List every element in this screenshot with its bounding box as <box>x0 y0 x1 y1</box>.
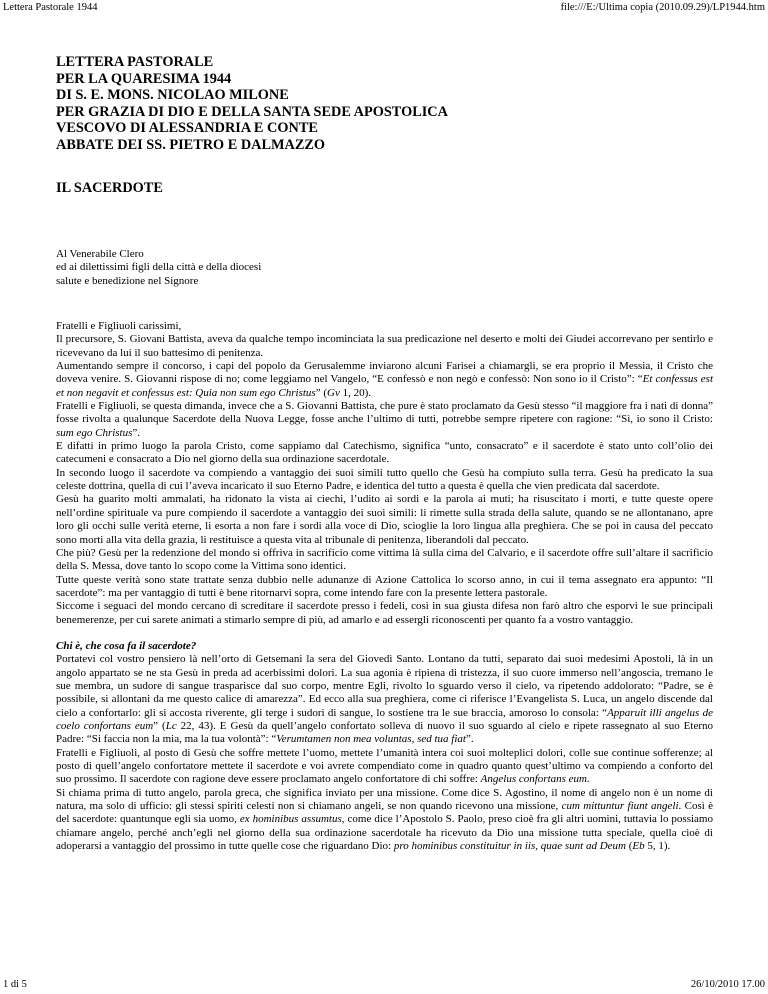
paragraph: Aumentando sempre il concorso, i capi del popolo da Gerusalemme inviarono alcuni Farisei a chiamargli, se era proprio il Messia, il Cristo che doveva venire. S. Giovanni rispose di no; come leggiamo nel Vangelo, “E confessò e non negò e confessò: Non sono io il Cristo”: “Et confessus est et non negavit et confessus est: Quia non sum ego Christus” (Gv 1, 20). <box>56 360 713 399</box>
title-line: LETTERA PASTORALE <box>56 54 214 70</box>
title-line: PER LA QUARESIMA 1944 <box>56 70 232 87</box>
latin-quote: pro hominibus constituitur in iis, quae sunt ad Deum <box>393 840 626 853</box>
latin-quote: Apparuit illi angelus de coelo confortans eum <box>56 706 713 732</box>
address-block <box>56 248 261 288</box>
paragraph: Che più? Gesù per la redenzione del mondo si offrìva in sacrificio come vittima là sulla cima del Calvario, e il sacerdote offre sull’altare il sacrificio della S. Messa, dove tanto lo scopo come la Vittima sono identici. <box>56 546 713 573</box>
address-line: ed ai dilettissimi figli della città e della diocesi <box>56 261 262 274</box>
address-line: salute e benedizione nel Signore <box>56 274 199 287</box>
print-timestamp: 26/10/2010 17.00 <box>690 979 765 990</box>
latin-quote: Verumtamen non mea voluntas, sed tua fiat <box>276 733 466 746</box>
paragraph: Il precursore, S. Giovani Battista, aveva da qualche tempo incominciata la sua predicazione nel deserto e molti dei Giudei accorrevano per sentirlo e ricevevano da lui il suo battesimo di penitenza. <box>56 333 713 359</box>
page-number: 1 di 5 <box>3 979 27 990</box>
paragraph: Fratelli e Figliuoli, al posto di Gesù che soffre mettete l’uomo, mettete l’umanità intera coi suoi molteplici dolori, colle sue continue sofferenze; al posto di quell’angelo confortatore mettete il sacerdote e voi avrete compendiato come in quadro quanto quest’ultimo va compiendo a conforto del suo prossimo. Il sacerdote con ragione deve essere proclamato angelo confortatore di chi soffre: Angelus confortans eum. <box>56 746 713 786</box>
section-heading: Chi è, che cosa fa il sacerdote? <box>56 639 197 652</box>
paragraph: Gesù ha guarito molti ammalati, ha ridonato la vista ai ciechi, l’udito ai sordi e la parola ai muti; ha risuscitato i morti, e tutte queste opere nell’ordine spirituale va pure compiendo il sacerdote a vantaggio dei suoi simili: li rimette sulla strada della salute, quando se ne allontanano, apre loro gli occhi sulle verità eterne, li esorta a non fare i sordi alla voce di Dio, scioglie la loro lingua alla preghiera. Che se poi in causa del peccato sono morti alla vita della grazia, li restituisce a questa vita al tribunale di penitenza, liberandoli dal peccato. <box>56 493 713 546</box>
latin-quote: sum ego Christus <box>56 426 133 439</box>
print-header-title: Lettera Pastorale 1944 <box>3 2 98 13</box>
title-line: DI S. E. MONS. NICOLAO MILONE <box>56 87 289 103</box>
title-line: PER GRAZIA DI DIO E DELLA SANTA SEDE APOSTOLICA <box>56 103 448 120</box>
bible-ref: Eb <box>632 840 645 853</box>
letter-title <box>56 54 448 153</box>
paragraph: Tutte queste verità sono state trattate senza dubbio nelle adunanze di Azione Cattolica lo scorso anno, in cui il tema assegnato era appunto: “Il sacerdote”: ma per vantaggio di tutti è bene ritornarvi sopra, come intendo fare con la presente lettera pastorale. <box>56 573 713 599</box>
paragraph: Si chiama prima di tutto angelo, parola greca, che significa inviato per una missione. Come dice S. Agostino, il nome di angelo non è un nome di natura, ma solo di ufficio: gli stessi spiriti celesti non si chiamano angeli, se non quando ricevono una missione, cum mittuntur fiunt angeli. Così è del sacerdote: quantunque egli sia uomo, ex hominibus assumtus, come dice l’Apostolo S. Paolo, preso cioè fra gli altri uomini, tuttavia lo possiamo chiamare angelo, perché anch’egli nel giorno della sua ordinazione sacerdotale ha ricevuto da Dio una missione tutta speciale, quella cioè di adoperarsi a vantaggio del prossimo in tutte quelle cose che riguardano Dio: pro hominibus constituitur in iis, quae sunt ad Deum (Eb 5, 1). <box>56 786 713 853</box>
title-line: ABBATE DEI SS. PIETRO E DALMAZZO <box>56 136 326 153</box>
letter-body <box>56 320 713 853</box>
paragraph: Portatevi col vostro pensiero là nell’orto di Getsemani la sera del Giovedì Santo. Lontano da tutti, separato dai suoi medesimi Apostoli, là in un angolo appartato se ne sta Gesù in preda ad acerbissimi dolori. La sua agonia è ripiena di tristezza, il suo cuore immerso nell’angoscia, tremano le sue membra, un sudore di sangue trasparisce dal suo corpo, mentre Egli, rivolto lo sguardo verso il cielo, va ripetendo addolorato: “Padre, se è possibile, si allontani da me questo calice di amarezza”. Ed ecco alla sua preghiera, come ci riferisce l’Evangelista S. Luca, un angelo discende dal cielo a confortarlo: gli si accosta riverente, gli terge i sudori di sangue, lo sostiene tra le sue braccia, amoroso lo consola: “Apparuit illi angelus de coelo confortans eum” (Lc 22, 43). E Gesù da quell’angelo confortato solleva di nuovo il suo sguardo al cielo e ripete rassegnato al suo Eterno Padre: “Si faccia non la mia, ma la tua volontà”: “Verumtamen non mea voluntas, sed tua fiat”. <box>56 653 713 746</box>
paragraph: E difatti in primo luogo la parola Cristo, come sappiamo dal Catechismo, significa “unto, consacrato” e il sacerdote è stato unto coll’olio dei catecumeni e consacrato a Dio nel giorno della sua ordinazione sacerdotale. <box>56 440 713 466</box>
paragraph: Siccome i seguaci del mondo cercano di screditare il sacerdote presso i fedeli, così in sua giusta difesa non farò altro che esporvi le sue principali benemerenze, per cui sarete animati a stimarlo sempre di più, ad amarlo e ad essergli riconoscenti per quanto fa a vostro vantaggio. <box>56 600 713 626</box>
paragraph: Fratelli e Figliuoli, se questa dimanda, invece che a S. Giovanni Battista, che pure è stato proclamato da Gesù stesso “il maggiore fra i nati di donna” fosse rivolta a qualunque Sacerdote della Nuova Legge, fosse anche l’ultimo di tutti, potrebbe sempre ripetere con ragione: “Sì, io sono il Cristo: sum ego Christus”. <box>56 400 713 439</box>
section-title: IL SACERDOTE <box>56 180 163 196</box>
latin-quote: Angelus confortans eum. <box>480 773 590 786</box>
greeting: Fratelli e Figliuoli carissimi, <box>56 320 182 332</box>
title-line: VESCOVO DI ALESSANDRIA E CONTE <box>56 120 318 136</box>
bible-ref: Lc <box>165 719 177 732</box>
address-line: Al Venerabile Clero <box>56 248 144 260</box>
paragraph: In secondo luogo il sacerdote va compiendo a vantaggio dei suoi simili tutto quello che Gesù ha compiuto sulla terra. Gesù ha predicato la sua celeste dottrina, quella di cui l’aveva incaricato il suo Eterno Padre, e identica del tutto a questa è quella che vien predicata dal sacerdote. <box>56 466 713 493</box>
latin-quote: Et confessus est et non negavit et confessus est: Quia non sum ego Christus <box>56 373 713 399</box>
latin-quote: ex hominibus assumtus <box>239 813 342 826</box>
bible-ref: Gv <box>327 386 340 399</box>
print-header-url: file:///E:/Ultima copia (2010.09.29)/LP1944.htm <box>560 2 765 13</box>
latin-quote: cum mittuntur fiunt angeli <box>561 800 679 813</box>
